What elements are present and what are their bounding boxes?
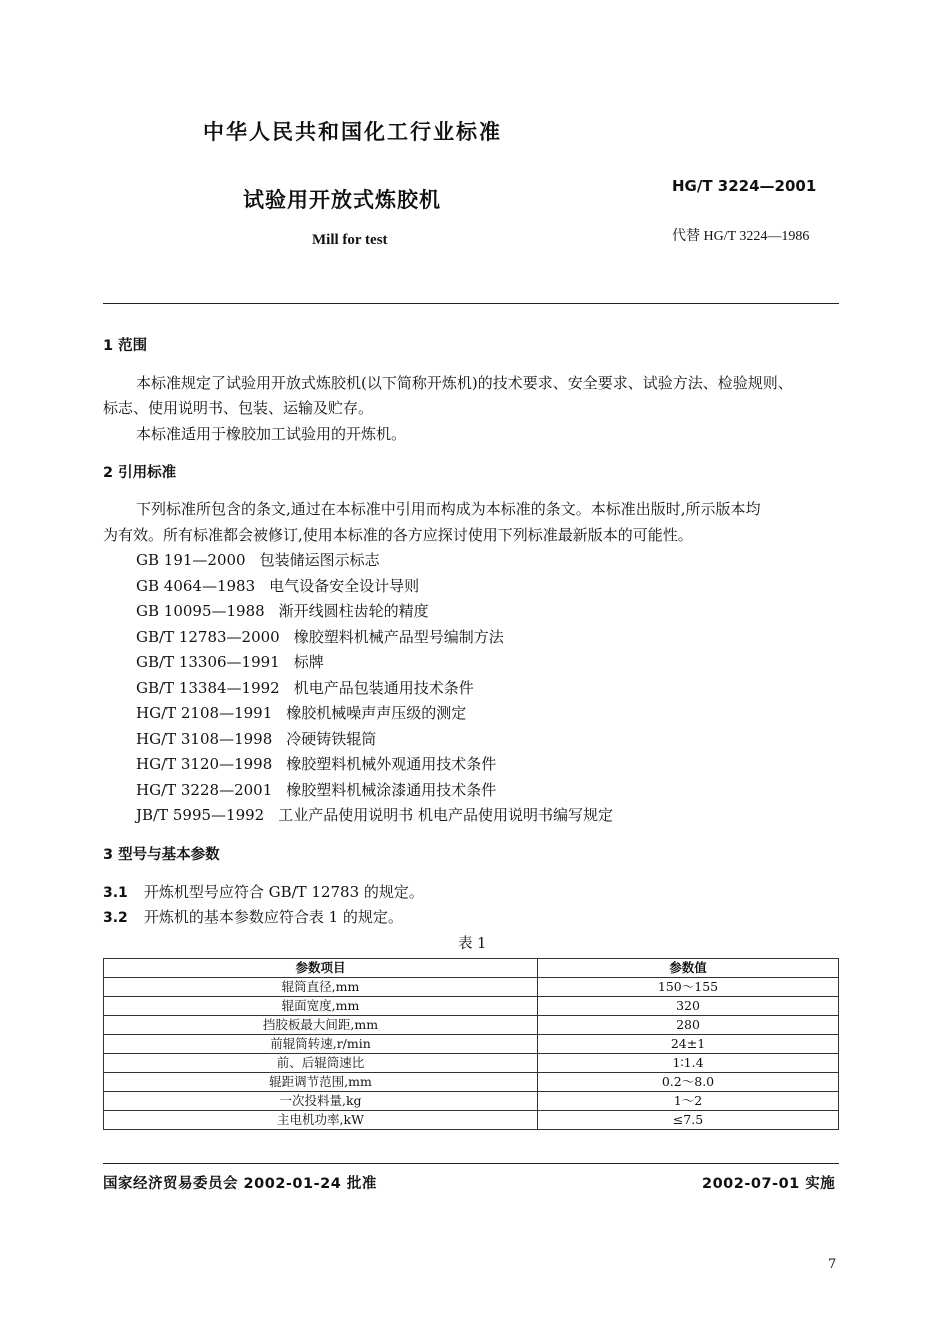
standard-number: HG/T 3224—2001 — [672, 177, 817, 195]
reference-item — [136, 779, 496, 800]
reference-title: 橡胶机械噪声声压级的测定 — [286, 704, 467, 722]
reference-item — [136, 677, 474, 698]
reference-code: GB/T 13384—1992 — [136, 679, 280, 697]
table-cell: 1∶1.4 — [538, 1054, 839, 1073]
section-2-heading: 2 引用标准 — [103, 465, 177, 481]
clause-text: 开炼机型号应符合 GB/T 12783 的规定。 — [143, 883, 424, 901]
reference-item — [136, 804, 613, 825]
section-2-paragraph-line-1: 下列标准所包含的条文,通过在本标准中引用而构成为本标准的条文。本标准出版时,所示版本均 — [136, 500, 761, 518]
reference-code: GB 10095—1988 — [136, 602, 265, 620]
reference-title: 标牌 — [293, 653, 324, 671]
table-row — [104, 1111, 839, 1130]
section-3-heading: 3 型号与基本参数 — [103, 847, 220, 863]
reference-title: 包装储运图示标志 — [259, 551, 380, 569]
column-header: 参数项目 — [104, 959, 538, 978]
table-header-row — [104, 959, 839, 978]
table-caption: 表 1 — [458, 936, 487, 952]
document-title: 试验用开放式炼胶机 — [243, 188, 441, 212]
parameter-table — [103, 958, 839, 1130]
approval-statement: 国家经济贸易委员会 2002-01-24 批准 — [103, 1176, 377, 1192]
clause-text: 开炼机的基本参数应符合表 1 的规定。 — [143, 908, 403, 926]
clause-number: 3.2 — [103, 910, 128, 926]
reference-item — [136, 626, 504, 647]
page-number: 7 — [828, 1257, 837, 1272]
reference-code: GB/T 12783—2000 — [136, 628, 280, 646]
reference-title: 电气设备安全设计导则 — [269, 577, 420, 595]
section-1-heading: 1 范围 — [103, 338, 148, 354]
standard-category-title: 中华人民共和国化工行业标准 — [203, 120, 502, 144]
section-1-paragraph-1-line-1: 本标准规定了试验用开放式炼胶机(以下简称开炼机)的技术要求、安全要求、试验方法、检验规则、 — [136, 374, 793, 392]
section-1-paragraph-1-line-2: 标志、使用说明书、包装、运输及贮存。 — [103, 399, 374, 417]
column-header: 参数值 — [538, 959, 839, 978]
table-cell: 0.2～8.0 — [538, 1073, 839, 1092]
reference-code: GB 191—2000 — [136, 551, 246, 569]
reference-item — [136, 728, 376, 749]
reference-title: 橡胶塑料机械产品型号编制方法 — [293, 628, 504, 646]
clause-3-1 — [103, 881, 424, 902]
table-row — [104, 1073, 839, 1092]
reference-item — [136, 753, 496, 774]
table-cell: 1～2 — [538, 1092, 839, 1111]
table-cell: 前、后辊筒速比 — [104, 1054, 538, 1073]
reference-title: 渐开线圆柱齿轮的精度 — [278, 602, 429, 620]
reference-code: HG/T 2108—1991 — [136, 704, 273, 722]
footer-divider — [103, 1163, 839, 1164]
table-cell: 150～155 — [538, 978, 839, 997]
reference-item — [136, 600, 429, 621]
table-row — [104, 978, 839, 997]
table-row — [104, 1054, 839, 1073]
table-cell: 挡胶板最大间距,mm — [104, 1016, 538, 1035]
reference-item — [136, 549, 380, 570]
reference-code: HG/T 3108—1998 — [136, 730, 273, 748]
table-cell: 280 — [538, 1016, 839, 1035]
reference-code: HG/T 3228—2001 — [136, 781, 273, 799]
clause-number: 3.1 — [103, 885, 128, 901]
reference-title: 橡胶塑料机械涂漆通用技术条件 — [286, 781, 497, 799]
reference-code: GB 4064—1983 — [136, 577, 256, 595]
table-cell: 辊筒直径,mm — [104, 978, 538, 997]
reference-title: 冷硬铸铁辊筒 — [286, 730, 377, 748]
table-row — [104, 1016, 839, 1035]
table-cell: 一次投料量,kg — [104, 1092, 538, 1111]
header-divider — [103, 303, 839, 304]
reference-code: GB/T 13306—1991 — [136, 653, 280, 671]
reference-item — [136, 651, 324, 672]
clause-3-2 — [103, 906, 403, 927]
implementation-date: 2002-07-01 实施 — [702, 1176, 836, 1192]
section-1-paragraph-2: 本标准适用于橡胶加工试验用的开炼机。 — [136, 425, 407, 443]
replaces-standard: 代替 HG/T 3224—1986 — [672, 229, 810, 244]
reference-item — [136, 702, 466, 723]
section-2-paragraph-line-2: 为有效。所有标准都会被修订,使用本标准的各方应探讨使用下列标准最新版本的可能性。 — [103, 526, 693, 544]
table-row — [104, 997, 839, 1016]
table-cell: 主电机功率,kW — [104, 1111, 538, 1130]
table-row — [104, 1035, 839, 1054]
table-cell: 320 — [538, 997, 839, 1016]
table-cell: 辊距调节范围,mm — [104, 1073, 538, 1092]
reference-title: 橡胶塑料机械外观通用技术条件 — [286, 755, 497, 773]
table-cell: ≤7.5 — [538, 1111, 839, 1130]
reference-code: JB/T 5995—1992 — [136, 806, 265, 824]
table-cell: 24±1 — [538, 1035, 839, 1054]
reference-title: 工业产品使用说明书 机电产品使用说明书编写规定 — [278, 806, 613, 824]
reference-code: HG/T 3120—1998 — [136, 755, 273, 773]
table-cell: 前辊筒转速,r/min — [104, 1035, 538, 1054]
table-row — [104, 1092, 839, 1111]
reference-title: 机电产品包装通用技术条件 — [293, 679, 474, 697]
table-cell: 辊面宽度,mm — [104, 997, 538, 1016]
reference-item — [136, 575, 419, 596]
document-title-english: Mill for test — [312, 232, 388, 248]
